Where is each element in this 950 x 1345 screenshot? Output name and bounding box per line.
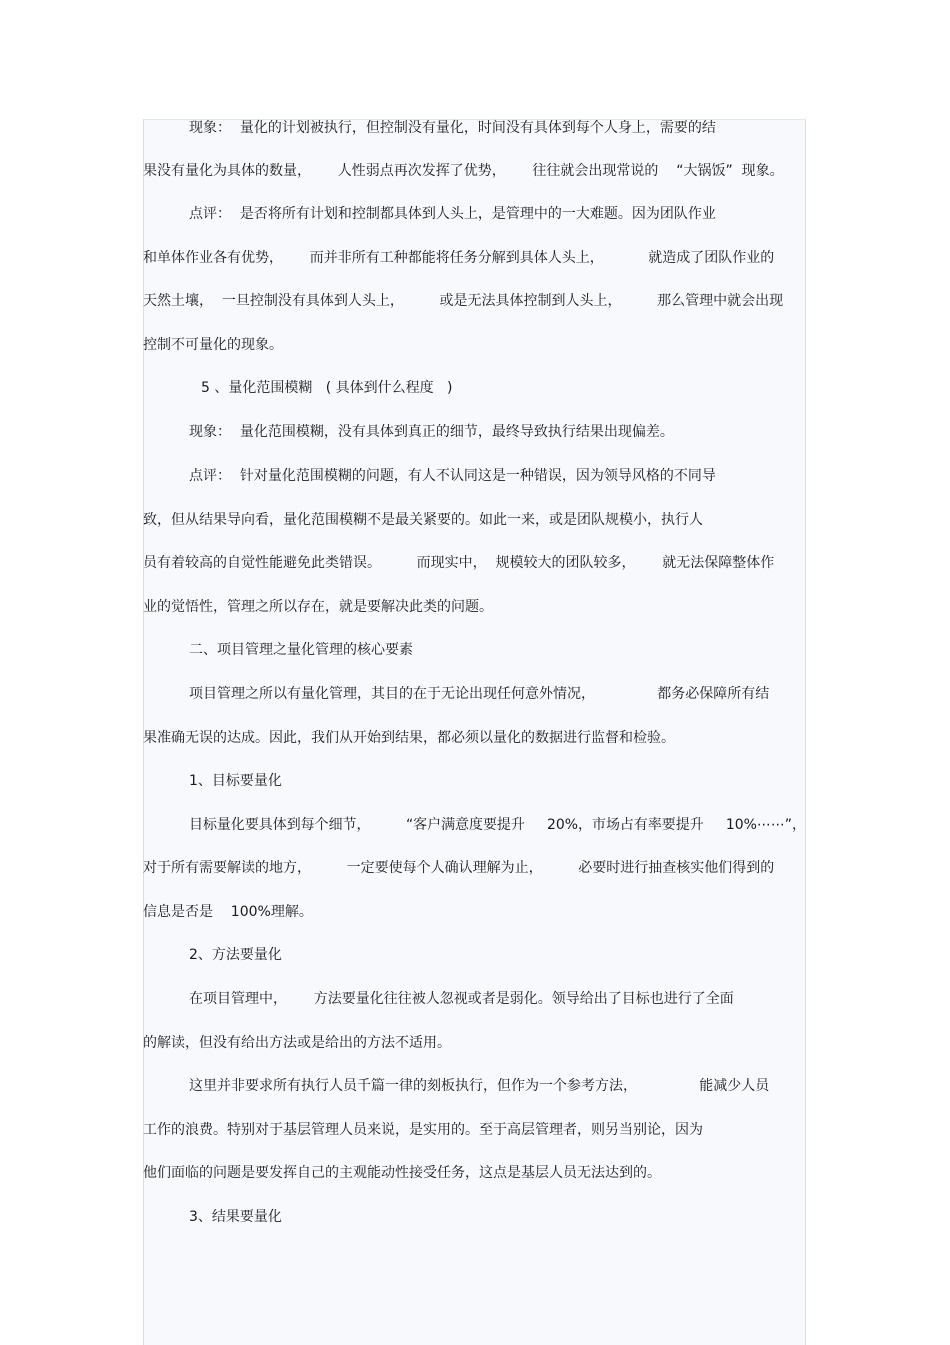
text-line: 点评： 是否将所有计划和控制都具体到人头上，是管理中的一大难题。因为团队作业	[189, 206, 716, 222]
text-line: 信息是否是 100%理解。	[143, 904, 313, 920]
section-heading: 2、方法要量化	[189, 947, 282, 963]
text-line: 这里并非要求所有执行人员千篇一律的刻板执行，但作为一个参考方法， 能减少人员	[189, 1078, 770, 1094]
text-line: 致，但从结果导向看，量化范围模糊不是最关紧要的。如此一来，或是团队规模小，执行人	[143, 512, 703, 528]
text-line: 工作的浪费。特别对于基层管理人员来说，是实用的。至于高层管理者，则另当别论，因为	[143, 1122, 703, 1138]
text-line: 和单体作业各有优势， 而并非所有工种都能将任务分解到具体人头上， 就造成了团队作业的	[143, 250, 775, 266]
text-line: 他们面临的问题是要发挥自己的主观能动性接受任务，这点是基层人员无法达到的。	[143, 1165, 661, 1181]
text-line: 目标量化要具体到每个细节， “客户满意度要提升 20%，市场占有率要提升 10%⋯⋯”，	[189, 817, 806, 833]
text-line: 业的觉悟性，管理之所以存在，就是要解决此类的问题。	[143, 599, 493, 615]
text-line: 点评： 针对量化范围模糊的问题，有人不认同这是一种错误，因为领导风格的不同导	[189, 468, 716, 484]
text-line: 果没有量化为具体的数量， 人性弱点再次发挥了优势， 往往就会出现常说的 “大锅饭” 现象。	[143, 163, 784, 179]
text-line: 员有着较高的自觉性能避免此类错误。 而现实中， 规模较大的团队较多， 就无法保障整体作	[143, 555, 775, 571]
section-heading: 二、项目管理之量化管理的核心要素	[189, 642, 413, 658]
section-heading: 3、结果要量化	[189, 1209, 282, 1225]
text-line: 在项目管理中， 方法要量化往往被人忽视或者是弱化。领导给出了目标也进行了全面	[189, 991, 734, 1007]
section-heading: 1、目标要量化	[189, 773, 282, 789]
section-heading: 5 、量化范围模糊 ( 具体到什么程度 )	[201, 380, 453, 396]
text-line: 对于所有需要解读的地方， 一定要使每个人确认理解为止， 必要时进行抽查核实他们得到的	[143, 860, 775, 876]
text-line: 果准确无误的达成。因此，我们从开始到结果，都必须以量化的数据进行监督和检验。	[143, 730, 675, 746]
text-line: 现象： 量化的计划被执行，但控制没有量化，时间没有具体到每个人身上，需要的结	[189, 120, 716, 136]
text-line: 天然土壤， 一旦控制没有具体到人头上， 或是无法具体控制到人头上， 那么管理中就会出现	[143, 293, 784, 309]
text-line: 现象： 量化范围模糊，没有具体到真正的细节，最终导致执行结果出现偏差。	[189, 424, 674, 440]
text-line: 的解读，但没有给出方法或是给出的方法不适用。	[143, 1035, 451, 1051]
text-line: 控制不可量化的现象。	[143, 337, 283, 353]
text-line: 项目管理之所以有量化管理，其目的在于无论出现任何意外情况， 都务必保障所有结	[189, 686, 770, 702]
